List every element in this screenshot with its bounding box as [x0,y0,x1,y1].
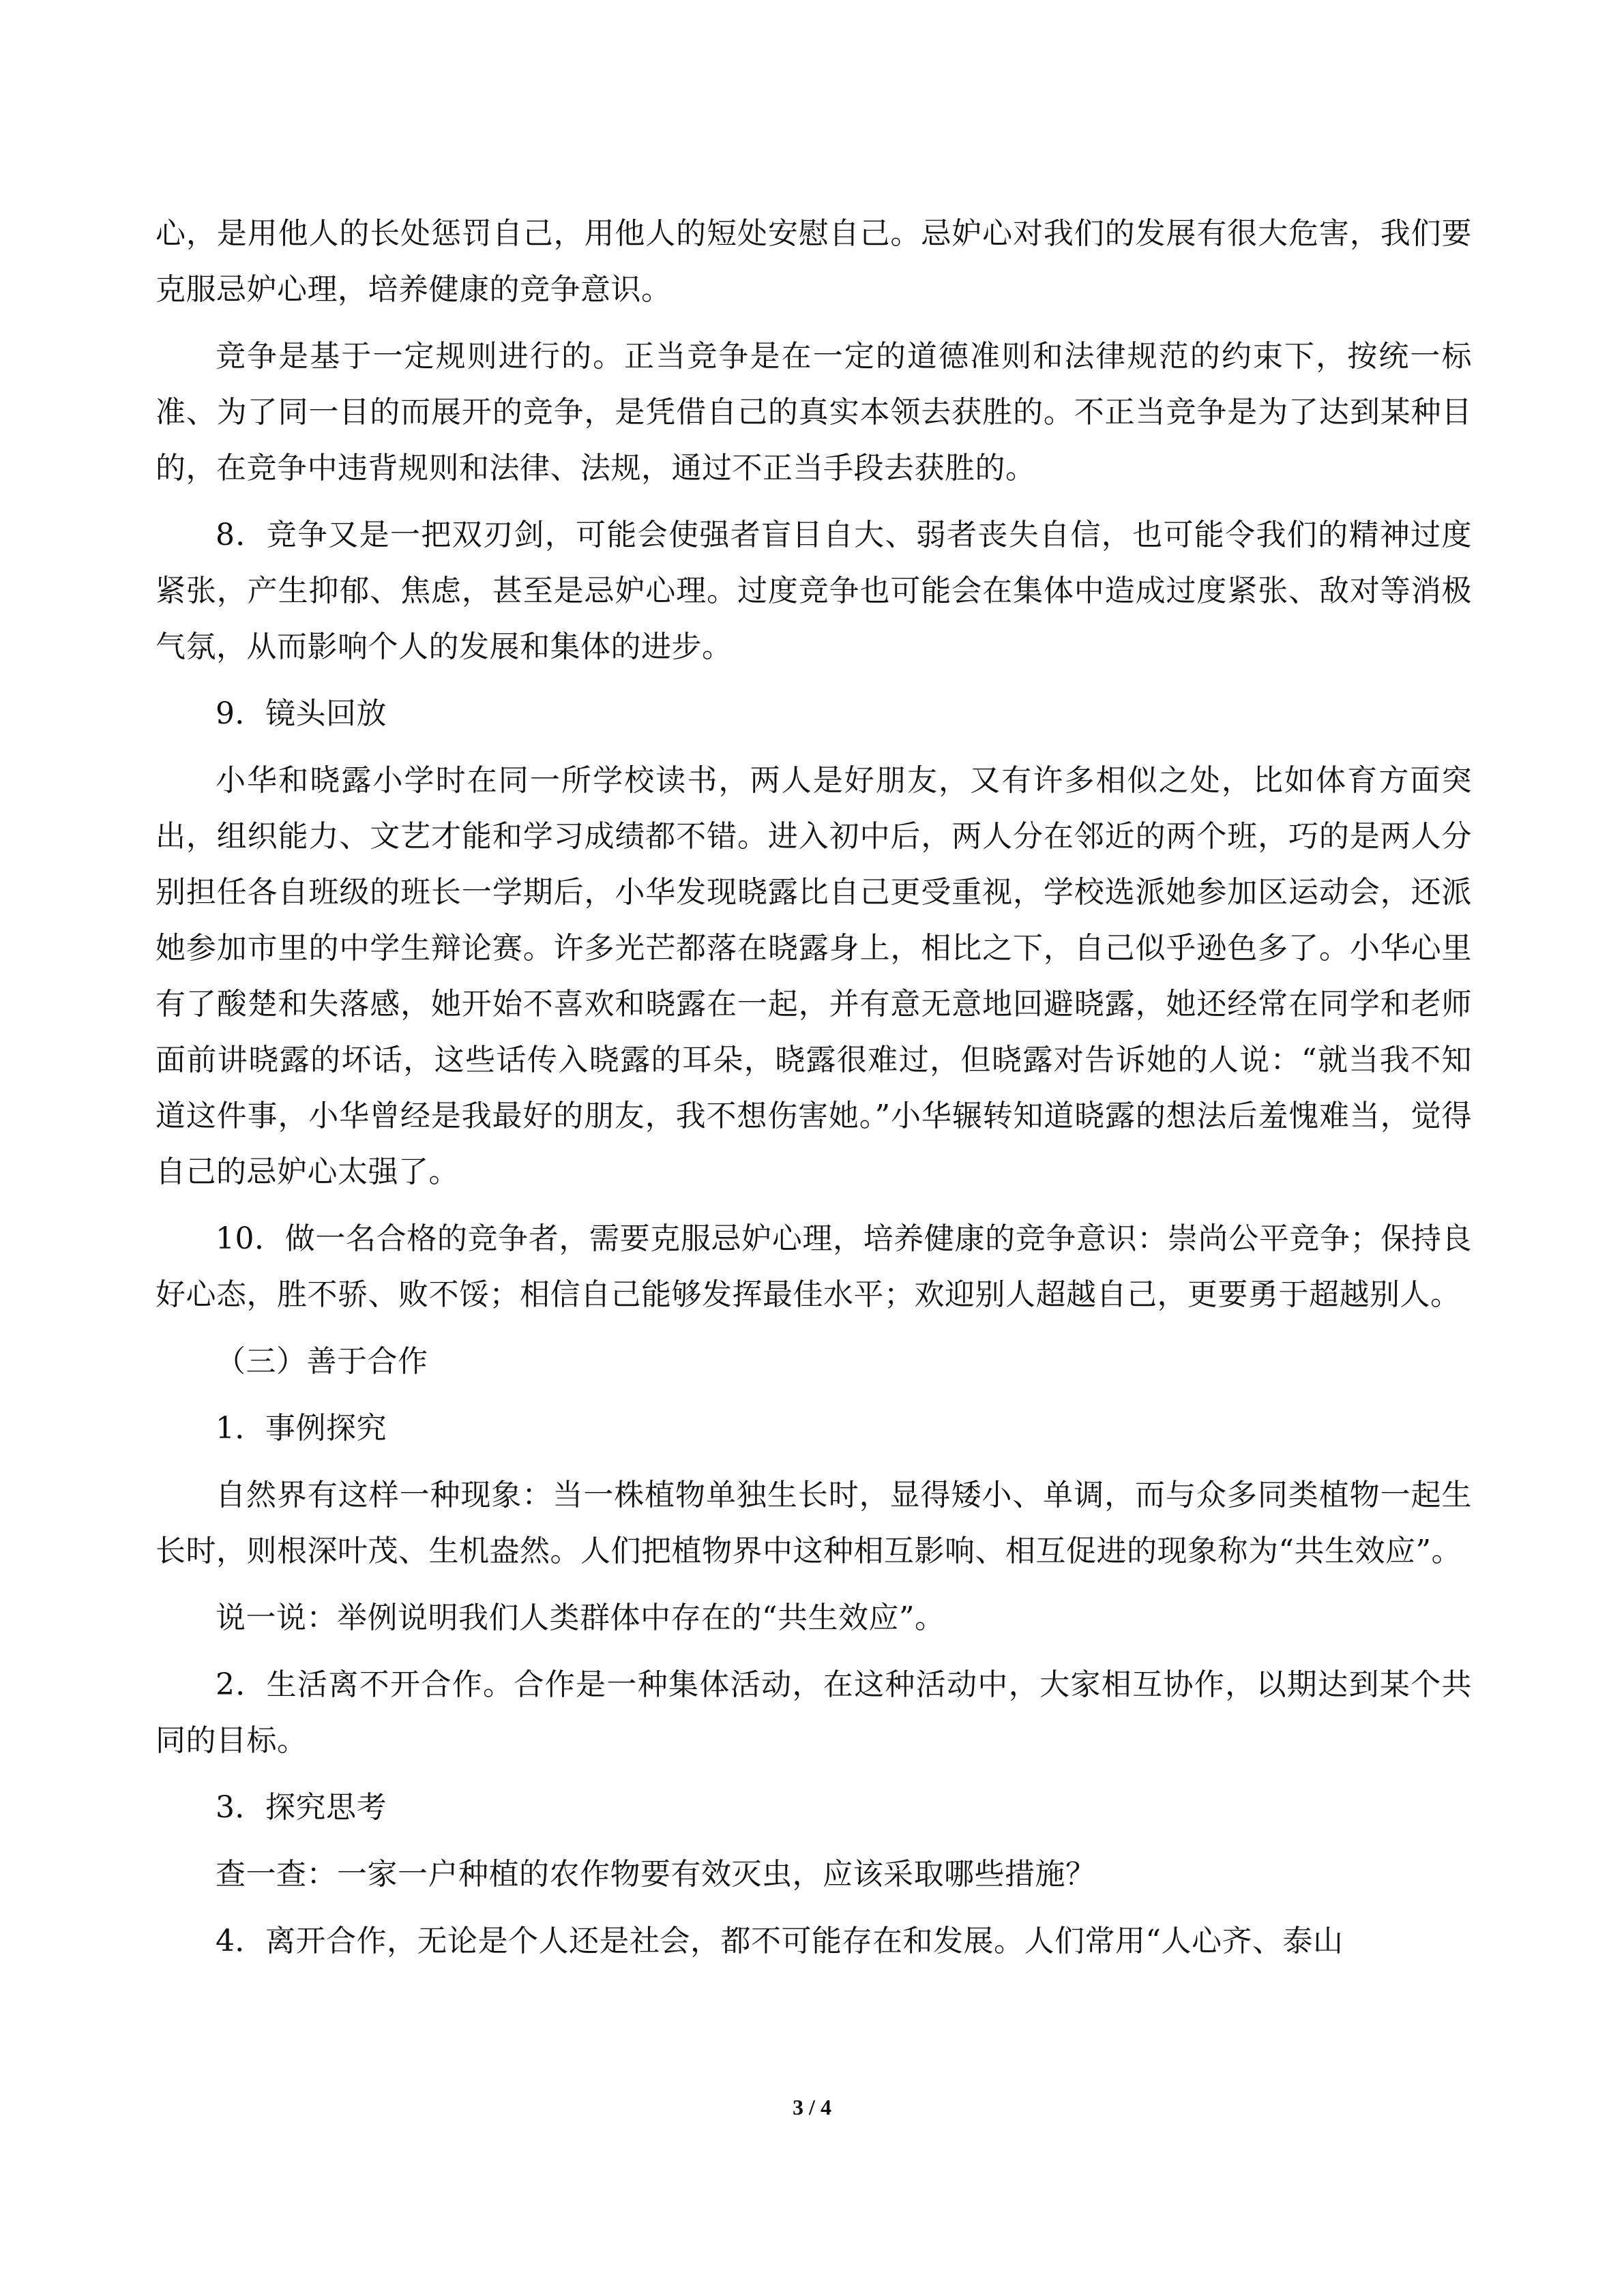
paragraph-fair-competition: 竞争是基于一定规则进行的。正当竞争是在一定的道德准则和法律规范的约束下，按统一标准、为了同一目的而展开的竞争，是凭借自己的真实本领去获胜的。不正当竞争是为了达到某种目的，在竞争中违背规则和法律、法规，通过不正当手段去获胜的。 [156,339,1472,486]
paragraph-story: 小华和晓露小学时在同一所学校读书，两人是好朋友，又有许多相似之处，比如体育方面突出，组织能力、文艺才能和学习成绩都不错。进入初中后，两人分在邻近的两个班，巧的是两人分别担任各自班级的班长一学期后，小华发现晓露比自己更受重视，学校选派她参加区运动会，还派她参加市里的中学生辩论赛。许多光芒都落在晓露身上，相比之下，自己似乎逊色多了。小华心里有了酸楚和失落感，她开始不喜欢和晓露在一起，并有意无意地回避晓露，她还经常在同学和老师面前讲晓露的坏话，这些话传入晓露的耳朵，晓露很难过，但晓露对告诉她的人说：“就当我不知道这件事，小华曾经是我最好的朋友，我不想伤害她。”小华辗转知道晓露的想法后羞愧难当，觉得自己的忌妒心太强了。 [156,763,1472,1189]
paragraph-symbiosis: 自然界有这样一种现象：当一株植物单独生长时，显得矮小、单调，而与众多同类植物一起生长时，则根深叶茂、生机盎然。人们把植物界中这种相互影响、相互促进的现象称为“共生效应”。 [156,1478,1472,1568]
section-heading-cooperation: （三）善于合作 [216,1344,428,1379]
paragraph-point-4: 4．离开合作，无论是个人还是社会，都不可能存在和发展。人们常用“人心齐、泰山 [216,1924,1344,1958]
paragraph-point-1-heading: 1．事例探究 [216,1411,387,1446]
paragraph-point-2: 2．生活离不开合作。合作是一种集体活动，在这种活动中，大家相互协作，以期达到某个共同的目标。 [156,1667,1472,1758]
document-body [156,206,1472,1980]
paragraph-point-10: 10．做一名合格的竞争者，需要克服忌妒心理，培养健康的竞争意识：崇尚公平竞争；保持良好心态，胜不骄、败不馁；相信自己能够发挥最佳水平；欢迎别人超越自己，更要勇于超越别人。 [156,1221,1472,1312]
paragraph-check: 查一查：一家一户种植的农作物要有效灭虫，应该采取哪些措施？ [216,1857,1096,1892]
paragraph-point-9-heading: 9．镜头回放 [216,696,387,731]
paragraph-point-8: 8．竞争又是一把双刃剑，可能会使强者盲目自大、弱者丧失自信，也可能令我们的精神过度紧张，产生抑郁、焦虑，甚至是忌妒心理。过度竞争也可能会在集体中造成过度紧张、敌对等消极气氛，从而影响个人的发展和集体的进步。 [156,518,1472,664]
paragraph-discuss: 说一说：举例说明我们人类群体中存在的“共生效应”。 [216,1600,945,1635]
paragraph-point-3-heading: 3．探究思考 [216,1790,387,1825]
paragraph-envy-harm: 心，是用他人的长处惩罚自己，用他人的短处安慰自己。忌妒心对我们的发展有很大危害，我们要克服忌妒心理，培养健康的竞争意识。 [156,216,1472,307]
page-number: 3 / 4 [793,2095,831,2119]
